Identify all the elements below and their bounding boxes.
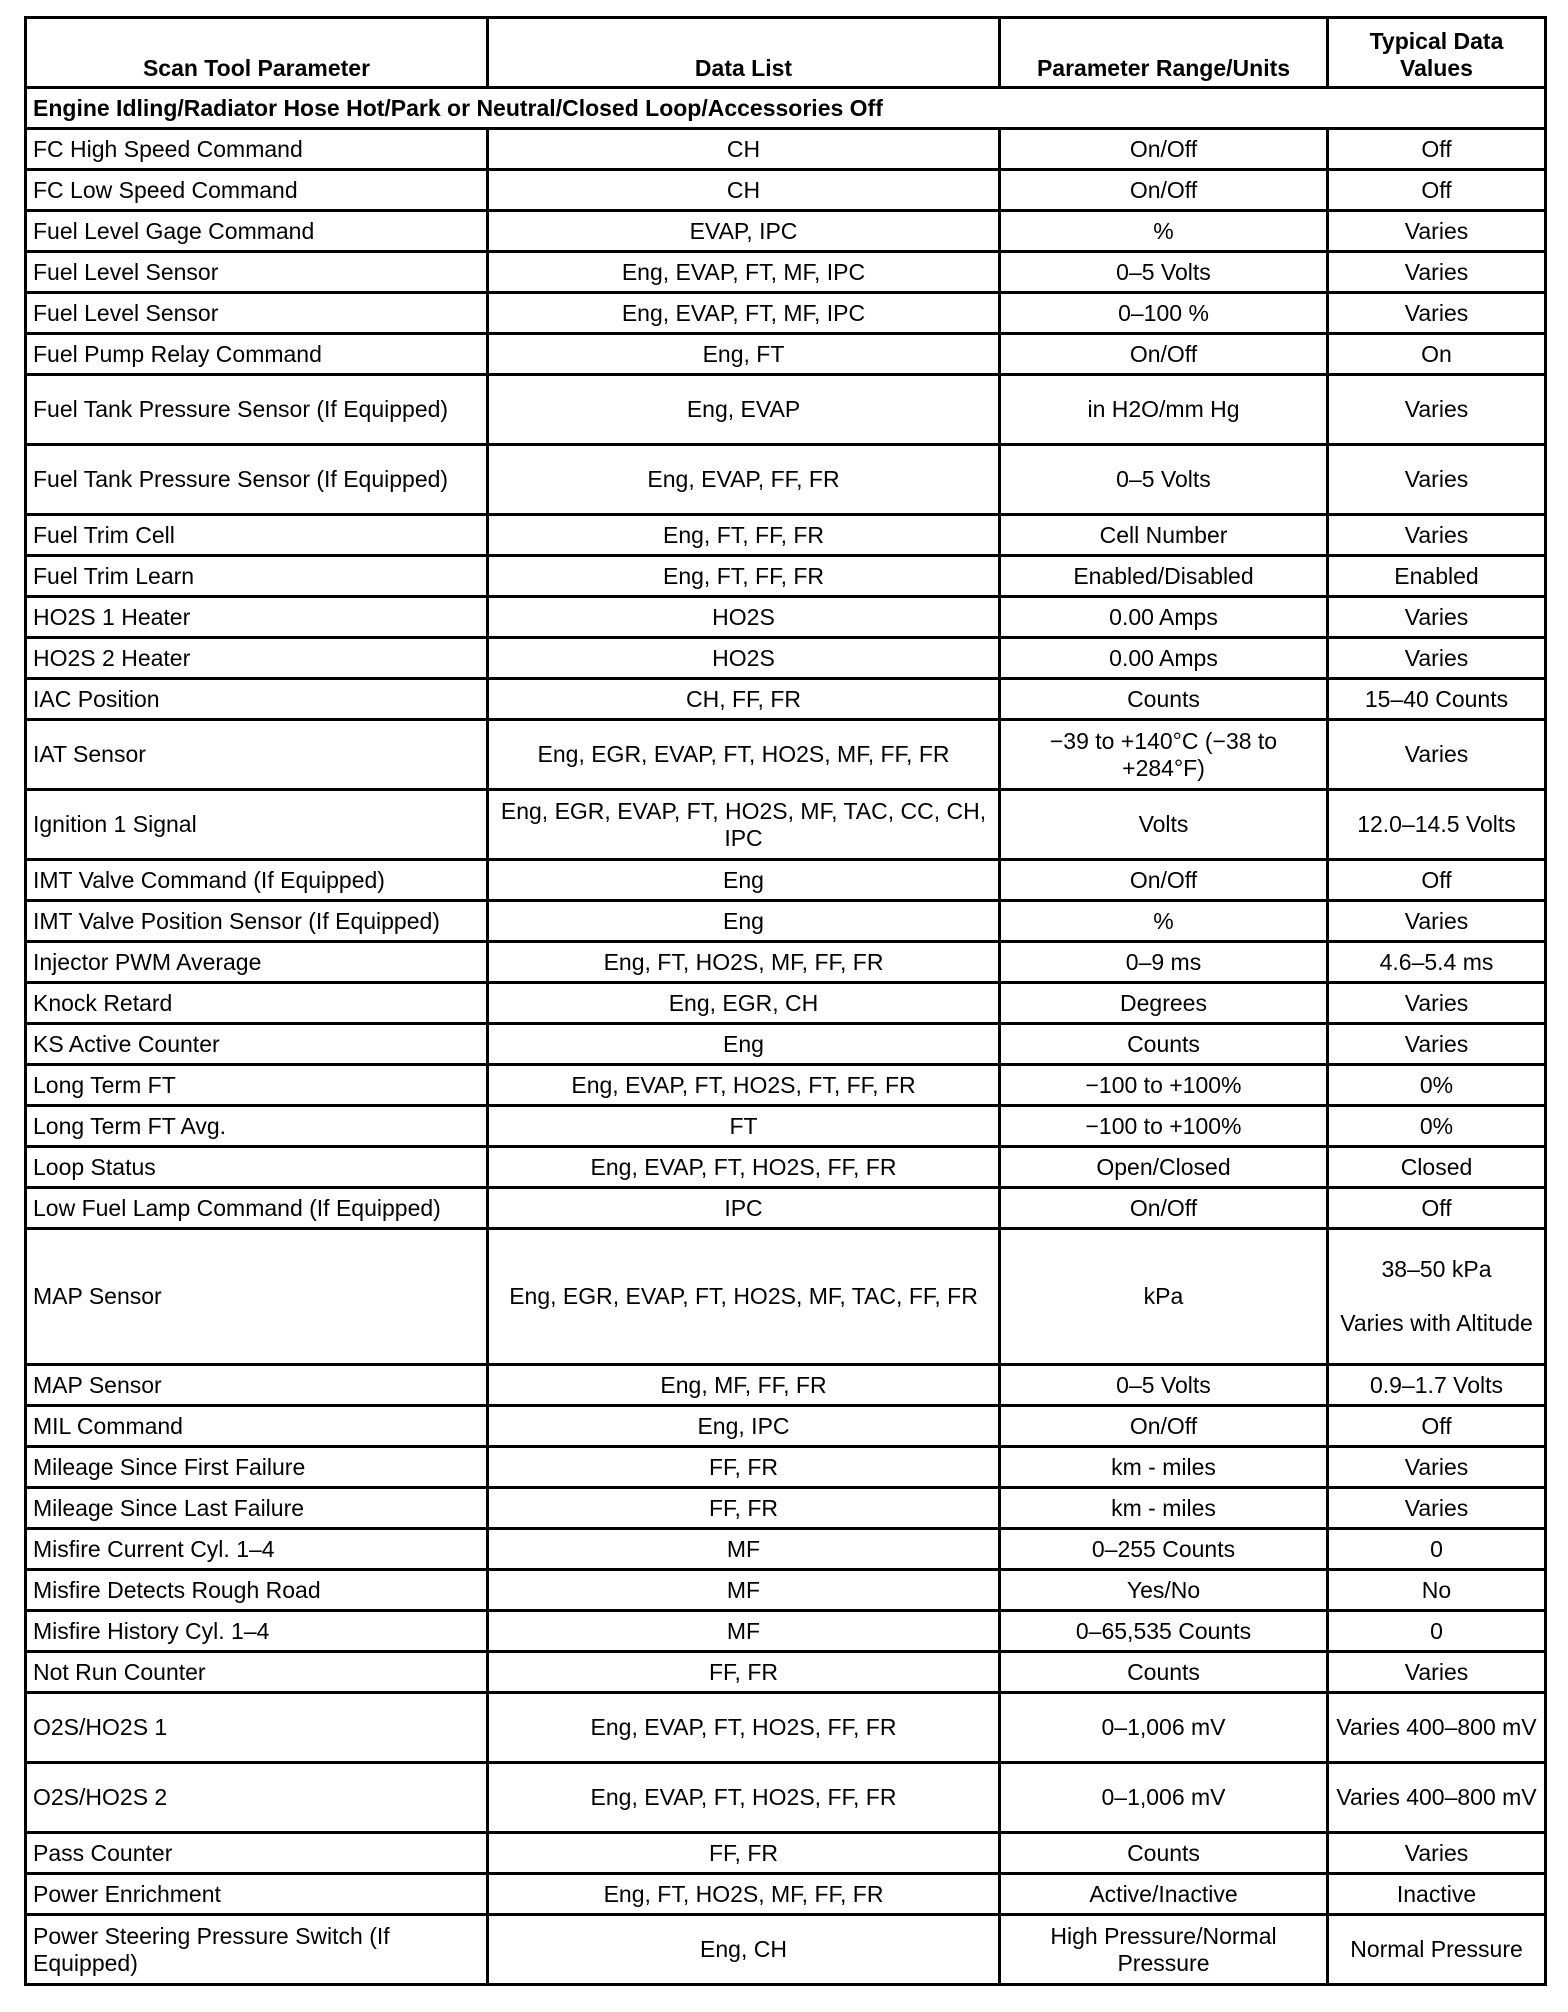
data-list-cell: IPC	[488, 1188, 1000, 1229]
data-list-cell: Eng, CH	[488, 1915, 1000, 1985]
parameter-cell: Power Steering Pressure Switch (If Equipped)	[26, 1915, 488, 1985]
data-list-cell: Eng, FT, HO2S, MF, FF, FR	[488, 942, 1000, 983]
typical-value-cell: Varies	[1328, 375, 1546, 445]
section-row	[26, 88, 1546, 129]
table-row	[26, 293, 1546, 334]
typical-value-cell: Varies	[1328, 597, 1546, 638]
table-row	[26, 1874, 1546, 1915]
parameter-cell: MAP Sensor	[26, 1365, 488, 1406]
parameter-cell: MIL Command	[26, 1406, 488, 1447]
data-list-cell: Eng, EGR, EVAP, FT, HO2S, MF, TAC, FF, FR	[488, 1229, 1000, 1365]
typical-value-cell: Varies	[1328, 211, 1546, 252]
parameter-cell: Long Term FT	[26, 1065, 488, 1106]
header-row	[26, 18, 1546, 88]
range-units-cell: On/Off	[1000, 1406, 1328, 1447]
range-units-cell: Counts	[1000, 1833, 1328, 1874]
table-row	[26, 445, 1546, 515]
data-list-cell: Eng, FT, FF, FR	[488, 556, 1000, 597]
table-row	[26, 515, 1546, 556]
parameter-cell: Fuel Trim Learn	[26, 556, 488, 597]
parameter-cell: HO2S 1 Heater	[26, 597, 488, 638]
table-row	[26, 334, 1546, 375]
range-units-cell: km - miles	[1000, 1447, 1328, 1488]
range-units-cell: 0–1,006 mV	[1000, 1763, 1328, 1833]
typical-value-cell: 0%	[1328, 1106, 1546, 1147]
table-row	[26, 679, 1546, 720]
data-list-cell: Eng, EGR, EVAP, FT, HO2S, MF, FF, FR	[488, 720, 1000, 790]
table-row	[26, 1188, 1546, 1229]
typical-value-cell: Off	[1328, 129, 1546, 170]
parameter-cell: Not Run Counter	[26, 1652, 488, 1693]
typical-value-cell: Varies	[1328, 1488, 1546, 1529]
data-list-cell: EVAP, IPC	[488, 211, 1000, 252]
range-units-cell: 0–255 Counts	[1000, 1529, 1328, 1570]
parameter-cell: IMT Valve Command (If Equipped)	[26, 860, 488, 901]
header-scan-tool-parameter: Scan Tool Parameter	[26, 18, 488, 88]
parameter-cell: Pass Counter	[26, 1833, 488, 1874]
data-list-cell: FF, FR	[488, 1652, 1000, 1693]
typical-value-cell: On	[1328, 334, 1546, 375]
parameter-cell: Long Term FT Avg.	[26, 1106, 488, 1147]
parameter-cell: MAP Sensor	[26, 1229, 488, 1365]
data-list-cell: Eng, FT	[488, 334, 1000, 375]
data-list-cell: MF	[488, 1570, 1000, 1611]
table-row	[26, 1570, 1546, 1611]
parameter-cell: Fuel Trim Cell	[26, 515, 488, 556]
data-list-cell: MF	[488, 1611, 1000, 1652]
typical-value-cell: No	[1328, 1570, 1546, 1611]
range-units-cell: 0–5 Volts	[1000, 445, 1328, 515]
data-list-cell: FF, FR	[488, 1488, 1000, 1529]
typical-value-cell: 0.9–1.7 Volts	[1328, 1365, 1546, 1406]
data-list-cell: Eng	[488, 1024, 1000, 1065]
parameter-cell: Mileage Since Last Failure	[26, 1488, 488, 1529]
typical-value-cell: 12.0–14.5 Volts	[1328, 790, 1546, 860]
typical-value-cell: 0	[1328, 1529, 1546, 1570]
parameter-cell: Misfire Current Cyl. 1–4	[26, 1529, 488, 1570]
header-typical-data-values: Typical Data Values	[1328, 18, 1546, 88]
data-list-cell: MF	[488, 1529, 1000, 1570]
range-units-cell: Yes/No	[1000, 1570, 1328, 1611]
parameter-cell: Low Fuel Lamp Command (If Equipped)	[26, 1188, 488, 1229]
table-row	[26, 252, 1546, 293]
range-units-cell: 0–5 Volts	[1000, 1365, 1328, 1406]
parameter-cell: Injector PWM Average	[26, 942, 488, 983]
range-units-cell: kPa	[1000, 1229, 1328, 1365]
data-list-cell: CH, FF, FR	[488, 679, 1000, 720]
parameter-cell: O2S/HO2S 1	[26, 1693, 488, 1763]
typical-value-cell: Varies	[1328, 638, 1546, 679]
parameter-cell: Fuel Tank Pressure Sensor (If Equipped)	[26, 445, 488, 515]
table-row	[26, 983, 1546, 1024]
typical-value-cell: 0	[1328, 1611, 1546, 1652]
range-units-cell: in H2O/mm Hg	[1000, 375, 1328, 445]
typical-value-cell: Varies	[1328, 720, 1546, 790]
table-row	[26, 375, 1546, 445]
table-row	[26, 1106, 1546, 1147]
range-units-cell: Active/Inactive	[1000, 1874, 1328, 1915]
data-list-cell: FF, FR	[488, 1447, 1000, 1488]
range-units-cell: Enabled/Disabled	[1000, 556, 1328, 597]
table-row	[26, 1406, 1546, 1447]
scan-tool-data-table	[24, 16, 1547, 1986]
typical-value-cell: Off	[1328, 860, 1546, 901]
range-units-cell: High Pressure/Normal Pressure	[1000, 1915, 1328, 1985]
parameter-cell: FC High Speed Command	[26, 129, 488, 170]
parameter-cell: O2S/HO2S 2	[26, 1763, 488, 1833]
parameter-cell: Fuel Pump Relay Command	[26, 334, 488, 375]
data-list-cell: Eng, EVAP	[488, 375, 1000, 445]
parameter-cell: FC Low Speed Command	[26, 170, 488, 211]
range-units-cell: 0.00 Amps	[1000, 638, 1328, 679]
data-list-cell: Eng, EVAP, FT, HO2S, FT, FF, FR	[488, 1065, 1000, 1106]
data-list-cell: Eng, FT, FF, FR	[488, 515, 1000, 556]
range-units-cell: 0–9 ms	[1000, 942, 1328, 983]
data-list-cell: FF, FR	[488, 1833, 1000, 1874]
typical-value-cell: 0%	[1328, 1065, 1546, 1106]
parameter-cell: Loop Status	[26, 1147, 488, 1188]
parameter-cell: Fuel Level Gage Command	[26, 211, 488, 252]
typical-value-cell: Off	[1328, 1406, 1546, 1447]
typical-value-cell: Varies 400–800 mV	[1328, 1763, 1546, 1833]
data-list-cell: Eng, EVAP, FT, HO2S, FF, FR	[488, 1147, 1000, 1188]
table-row	[26, 790, 1546, 860]
table-row	[26, 1763, 1546, 1833]
parameter-cell: Ignition 1 Signal	[26, 790, 488, 860]
table-row	[26, 1529, 1546, 1570]
table-row	[26, 942, 1546, 983]
typical-value-cell: 38–50 kPa Varies with Altitude	[1328, 1229, 1546, 1365]
table-row	[26, 1833, 1546, 1874]
parameter-cell: Misfire History Cyl. 1–4	[26, 1611, 488, 1652]
typical-value-cell: 15–40 Counts	[1328, 679, 1546, 720]
header-data-list: Data List	[488, 18, 1000, 88]
typical-value-cell: Varies 400–800 mV	[1328, 1693, 1546, 1763]
table-row	[26, 1915, 1546, 1985]
typical-value-cell: Varies	[1328, 983, 1546, 1024]
typical-value-cell: Inactive	[1328, 1874, 1546, 1915]
range-units-cell: km - miles	[1000, 1488, 1328, 1529]
table-row	[26, 211, 1546, 252]
table-row	[26, 1024, 1546, 1065]
parameter-cell: Knock Retard	[26, 983, 488, 1024]
range-units-cell: −39 to +140°C (−38 to +284°F)	[1000, 720, 1328, 790]
typical-value-cell: Varies	[1328, 252, 1546, 293]
typical-value-cell: Varies	[1328, 1652, 1546, 1693]
data-list-cell: Eng, EVAP, FT, MF, IPC	[488, 252, 1000, 293]
data-list-cell: Eng	[488, 901, 1000, 942]
parameter-cell: Fuel Tank Pressure Sensor (If Equipped)	[26, 375, 488, 445]
range-units-cell: Open/Closed	[1000, 1147, 1328, 1188]
data-list-cell: FT	[488, 1106, 1000, 1147]
header-parameter-range-units: Parameter Range/Units	[1000, 18, 1328, 88]
data-list-cell: Eng, FT, HO2S, MF, FF, FR	[488, 1874, 1000, 1915]
table-row	[26, 1693, 1546, 1763]
typical-value-cell: Off	[1328, 1188, 1546, 1229]
table-row	[26, 170, 1546, 211]
table-row	[26, 901, 1546, 942]
data-list-cell: HO2S	[488, 597, 1000, 638]
parameter-cell: Power Enrichment	[26, 1874, 488, 1915]
parameter-cell: IAT Sensor	[26, 720, 488, 790]
section-title: Engine Idling/Radiator Hose Hot/Park or Neutral/Closed Loop/Accessories Off	[26, 88, 1546, 129]
table-row	[26, 1447, 1546, 1488]
parameter-cell: Misfire Detects Rough Road	[26, 1570, 488, 1611]
range-units-cell: On/Off	[1000, 129, 1328, 170]
data-list-cell: Eng, EVAP, FT, MF, IPC	[488, 293, 1000, 334]
table-row	[26, 1065, 1546, 1106]
range-units-cell: −100 to +100%	[1000, 1106, 1328, 1147]
range-units-cell: Degrees	[1000, 983, 1328, 1024]
typical-value-cell: Varies	[1328, 1024, 1546, 1065]
data-list-cell: HO2S	[488, 638, 1000, 679]
parameter-cell: Fuel Level Sensor	[26, 293, 488, 334]
table-row	[26, 638, 1546, 679]
data-list-cell: CH	[488, 129, 1000, 170]
range-units-cell: 0–1,006 mV	[1000, 1693, 1328, 1763]
range-units-cell: 0–65,535 Counts	[1000, 1611, 1328, 1652]
parameter-cell: Mileage Since First Failure	[26, 1447, 488, 1488]
table-row	[26, 129, 1546, 170]
data-list-cell: Eng, EVAP, FT, HO2S, FF, FR	[488, 1693, 1000, 1763]
table-row	[26, 1229, 1546, 1365]
range-units-cell: On/Off	[1000, 860, 1328, 901]
range-units-cell: On/Off	[1000, 1188, 1328, 1229]
range-units-cell: 0–100 %	[1000, 293, 1328, 334]
typical-value-cell: Enabled	[1328, 556, 1546, 597]
data-list-cell: Eng, IPC	[488, 1406, 1000, 1447]
table-row	[26, 556, 1546, 597]
data-list-cell: Eng, EVAP, FT, HO2S, FF, FR	[488, 1763, 1000, 1833]
table-row	[26, 1488, 1546, 1529]
range-units-cell: Counts	[1000, 1024, 1328, 1065]
range-units-cell: 0.00 Amps	[1000, 597, 1328, 638]
typical-value-cell: Varies	[1328, 445, 1546, 515]
typical-value-cell: Varies	[1328, 901, 1546, 942]
range-units-cell: −100 to +100%	[1000, 1065, 1328, 1106]
typical-value-cell: Varies	[1328, 515, 1546, 556]
parameter-cell: IAC Position	[26, 679, 488, 720]
parameter-cell: IMT Valve Position Sensor (If Equipped)	[26, 901, 488, 942]
range-units-cell: %	[1000, 901, 1328, 942]
range-units-cell: Cell Number	[1000, 515, 1328, 556]
typical-value-cell: Varies	[1328, 293, 1546, 334]
table-row	[26, 720, 1546, 790]
data-list-cell: Eng, MF, FF, FR	[488, 1365, 1000, 1406]
data-list-cell: Eng, EGR, CH	[488, 983, 1000, 1024]
table-row	[26, 1652, 1546, 1693]
range-units-cell: On/Off	[1000, 334, 1328, 375]
range-units-cell: Counts	[1000, 1652, 1328, 1693]
parameter-cell: KS Active Counter	[26, 1024, 488, 1065]
table-row	[26, 1365, 1546, 1406]
data-list-cell: CH	[488, 170, 1000, 211]
table-row	[26, 597, 1546, 638]
data-list-cell: Eng	[488, 860, 1000, 901]
typical-value-cell: Varies	[1328, 1833, 1546, 1874]
range-units-cell: Volts	[1000, 790, 1328, 860]
table-row	[26, 860, 1546, 901]
range-units-cell: Counts	[1000, 679, 1328, 720]
typical-value-cell: 4.6–5.4 ms	[1328, 942, 1546, 983]
range-units-cell: On/Off	[1000, 170, 1328, 211]
table-row	[26, 1147, 1546, 1188]
data-list-cell: Eng, EGR, EVAP, FT, HO2S, MF, TAC, CC, CH, IPC	[488, 790, 1000, 860]
parameter-cell: HO2S 2 Heater	[26, 638, 488, 679]
range-units-cell: 0–5 Volts	[1000, 252, 1328, 293]
range-units-cell: %	[1000, 211, 1328, 252]
typical-value-cell: Closed	[1328, 1147, 1546, 1188]
parameter-cell: Fuel Level Sensor	[26, 252, 488, 293]
typical-value-cell: Off	[1328, 170, 1546, 211]
data-list-cell: Eng, EVAP, FF, FR	[488, 445, 1000, 515]
table-row	[26, 1611, 1546, 1652]
typical-value-cell: Normal Pressure	[1328, 1915, 1546, 1985]
typical-value-cell: Varies	[1328, 1447, 1546, 1488]
